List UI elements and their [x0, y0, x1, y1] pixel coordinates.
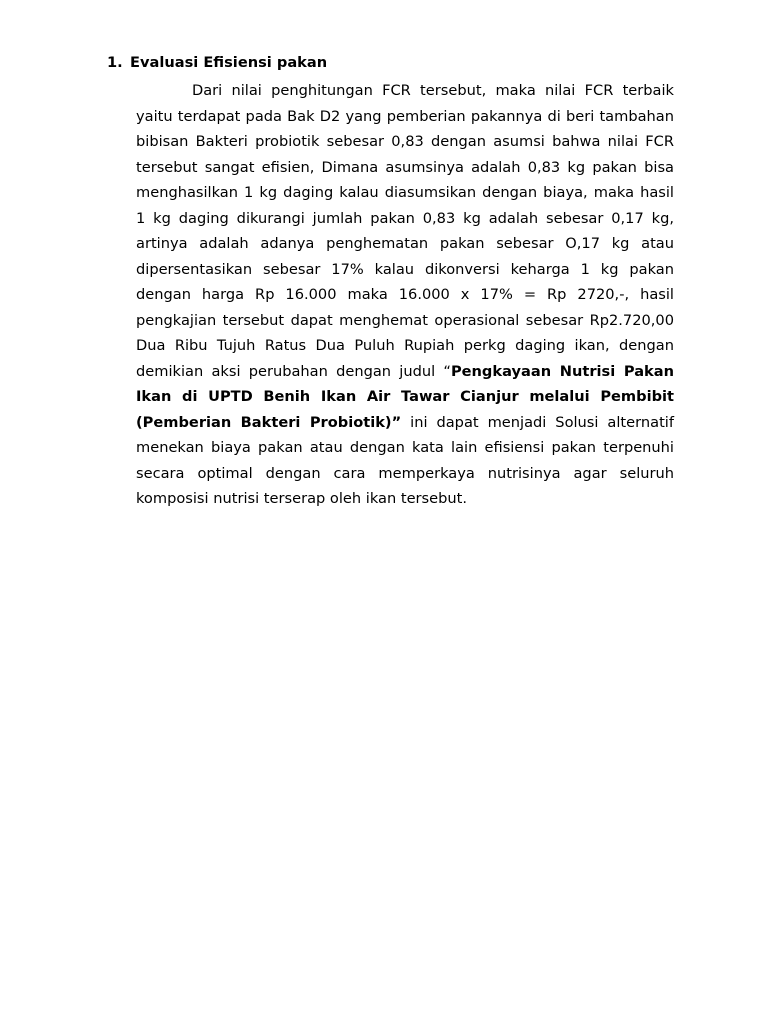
- action-title-bold: Pengkayaan Nutrisi Pakan Ikan di UPTD Benih Ikan Air Tawar Cianjur melalui Pembibit (Pemberian Bakteri Probiotik)”: [136, 362, 674, 431]
- paragraph-text-end: ini dapat menjadi Solusi alternatif menekan biaya pakan atau dengan kata lain efisiensi pakan terpenuhi secara optimal dengan cara memperkaya nutrisinya agar seluruh komposisi nutrisi terserap oleh ikan tersebut.: [136, 413, 674, 507]
- paragraph-text-start: Dari nilai penghitungan FCR tersebut, maka nilai FCR terbaik yaitu terdapat pada Bak D2 yang pemberian pakannya di beri tambahan bibisan Bakteri probiotik sebesar 0,83 dengan asumsi bahwa nilai FCR tersebut sangat efisien, Dimana asumsinya adalah 0,83 kg pakan bisa menghasilkan 1 kg daging kalau diasumsikan dengan biaya, maka hasil 1 kg daging dikurangi jumlah pakan 0,83 kg adalah sebesar 0,17 kg, artinya adalah adanya penghematan pakan sebesar O,17 kg atau dipersentasikan sebesar 17% kalau dikonversi keharga 1 kg pakan dengan harga Rp 16.000 maka 16.000 x 17% = Rp 2720,-, hasil pengkajian tersebut dapat menghemat operasional sebesar Rp2.720,00 Dua Ribu Tujuh Ratus Dua Puluh Rupiah perkg daging ikan, dengan demikian aksi perubahan dengan judul “: [136, 82, 674, 380]
- section-number: 1.: [107, 54, 123, 71]
- section-title: Evaluasi Efisiensi pakan: [130, 54, 328, 71]
- body-paragraph: [136, 78, 674, 512]
- section-heading: [107, 53, 327, 73]
